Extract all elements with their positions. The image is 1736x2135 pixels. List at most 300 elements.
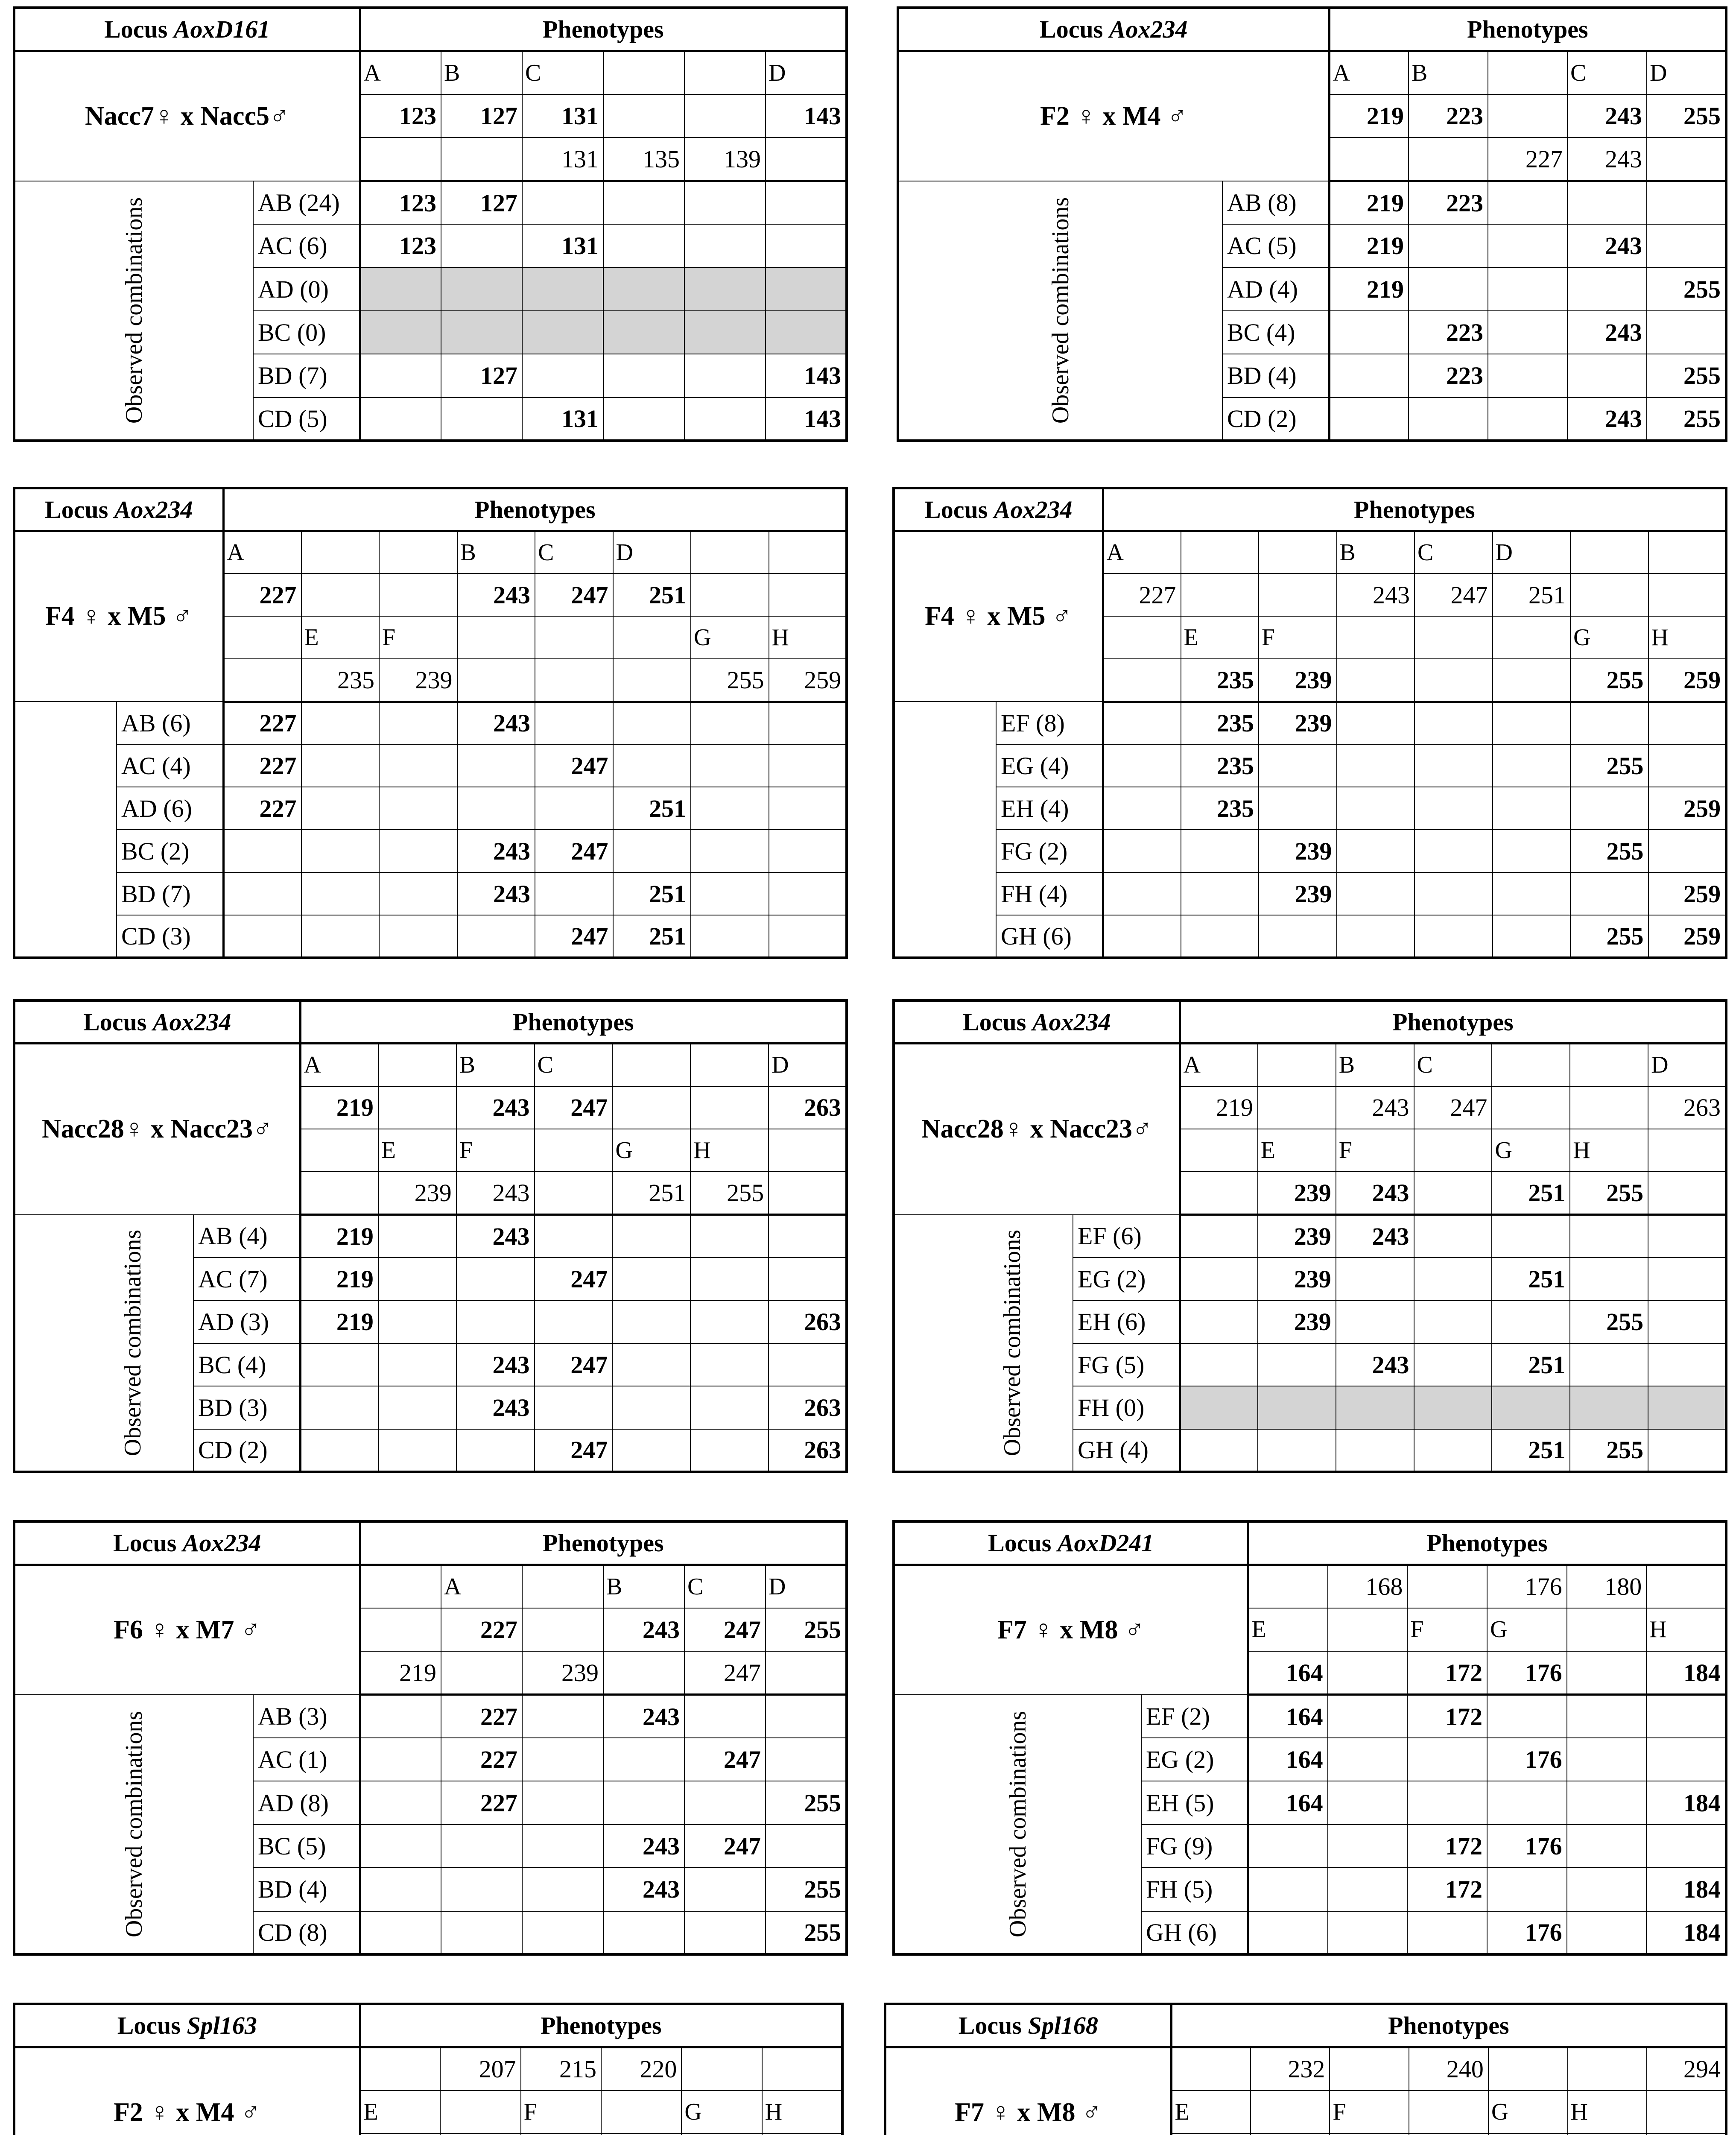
empty-cell xyxy=(535,1301,613,1343)
locus-prefix: Locus xyxy=(117,2012,187,2040)
empty-cell xyxy=(535,872,613,915)
empty-cell xyxy=(1570,1086,1648,1129)
allele-size: 247 xyxy=(535,1086,613,1129)
allele-letter: D xyxy=(1648,1043,1726,1086)
empty-cell xyxy=(441,137,522,181)
empty-cell xyxy=(691,915,769,958)
empty-cell xyxy=(379,787,457,830)
phenotypes-header: Phenotypes xyxy=(1180,1000,1726,1043)
empty-cell xyxy=(1336,1258,1414,1300)
combination-label: FG (5) xyxy=(1073,1343,1180,1386)
empty-cell xyxy=(1648,1343,1726,1386)
empty-cell xyxy=(1180,1258,1258,1300)
empty-cell xyxy=(360,1565,441,1608)
empty-cell xyxy=(1337,702,1415,744)
empty-cell xyxy=(1570,531,1648,573)
empty-cell xyxy=(684,354,766,397)
observed-combinations-text: Observed combinations xyxy=(121,197,147,424)
locus-prefix: Locus xyxy=(958,2012,1028,2040)
empty-cell xyxy=(522,1781,603,1824)
allele-size: 131 xyxy=(522,94,603,137)
genotype-value: 143 xyxy=(766,398,847,441)
genotype-table xyxy=(897,6,1727,442)
empty-cell xyxy=(1493,616,1571,659)
genotype-value: 127 xyxy=(441,181,522,224)
combination-row xyxy=(894,830,1726,872)
genotype-table xyxy=(13,1520,848,1956)
empty-cell xyxy=(1648,1129,1726,1172)
empty-cell xyxy=(769,702,847,744)
combination-label: EG (4) xyxy=(996,744,1103,787)
empty-cell xyxy=(522,1911,603,1954)
combination-label: CD (5) xyxy=(253,398,360,441)
genotype-table xyxy=(13,999,848,1473)
genotype-value: 164 xyxy=(1248,1738,1328,1781)
empty-cell xyxy=(1567,1738,1647,1781)
locus-prefix: Locus xyxy=(45,495,114,524)
combination-row xyxy=(14,1695,847,1738)
empty-cell xyxy=(1646,1825,1726,1868)
genotype-value: 259 xyxy=(1648,787,1727,830)
combination-row xyxy=(14,702,847,744)
empty-cell xyxy=(378,1429,456,1472)
empty-cell xyxy=(1415,872,1493,915)
genotype-value: 227 xyxy=(223,744,301,787)
absent-cell xyxy=(1648,1386,1726,1429)
absent-cell xyxy=(766,267,847,310)
allele-size: 243 xyxy=(1567,94,1647,137)
empty-cell xyxy=(1337,616,1415,659)
genotype-value: 184 xyxy=(1646,1911,1726,1954)
empty-cell xyxy=(1493,702,1571,744)
empty-cell xyxy=(1181,872,1259,915)
allele-letter: C xyxy=(1415,531,1493,573)
empty-cell xyxy=(1648,744,1727,787)
empty-cell xyxy=(1409,398,1488,441)
genotype-value: 263 xyxy=(769,1386,847,1429)
empty-cell xyxy=(1328,1651,1408,1694)
genotype-value: 176 xyxy=(1487,1911,1567,1954)
empty-cell xyxy=(769,1343,847,1386)
genotype-value: 243 xyxy=(1567,224,1647,267)
empty-cell xyxy=(690,1343,769,1386)
allele-size: 259 xyxy=(1648,659,1727,702)
panel-aox234-nacc28-nacc23-efgh xyxy=(892,999,1725,1473)
allele-size: 219 xyxy=(300,1086,378,1129)
empty-cell xyxy=(1487,1695,1567,1738)
empty-cell xyxy=(1407,1738,1487,1781)
empty-cell xyxy=(1103,659,1181,702)
absent-cell xyxy=(603,311,684,354)
locus-name: Aox234 xyxy=(182,1529,261,1557)
allele-letter: F xyxy=(456,1129,535,1172)
empty-cell xyxy=(535,702,613,744)
genotype-value: 255 xyxy=(1570,744,1648,787)
empty-cell xyxy=(1337,659,1415,702)
empty-cell xyxy=(522,1608,603,1651)
empty-cell xyxy=(300,1343,378,1386)
empty-cell xyxy=(1567,1651,1647,1694)
empty-cell xyxy=(1259,531,1337,573)
genotype-value: 243 xyxy=(603,1695,684,1738)
allele-letter: G xyxy=(612,1129,690,1172)
combination-row xyxy=(14,744,847,787)
empty-cell xyxy=(1648,1301,1726,1343)
allele-letter: C xyxy=(684,1565,766,1608)
genotype-value: 247 xyxy=(535,1258,613,1300)
genotype-value: 255 xyxy=(766,1781,847,1824)
empty-cell xyxy=(378,1258,456,1300)
empty-cell xyxy=(1647,137,1726,181)
empty-cell xyxy=(1488,398,1567,441)
genotype-value: 176 xyxy=(1487,1738,1567,1781)
empty-cell xyxy=(1103,787,1181,830)
combination-label: FH (4) xyxy=(996,872,1103,915)
empty-cell xyxy=(601,2091,681,2134)
cross-label: F4 ♀ x M5 ♂ xyxy=(894,531,1103,702)
allele-size: 239 xyxy=(1259,659,1337,702)
empty-cell xyxy=(1180,1343,1258,1386)
panel-aox234-f6-m7 xyxy=(13,1520,845,1956)
empty-cell xyxy=(522,1695,603,1738)
allele-letter: F xyxy=(1407,1608,1487,1651)
allele-letter: F xyxy=(379,616,457,659)
empty-cell xyxy=(1492,1301,1570,1343)
locus-name: Aox234 xyxy=(1032,1008,1111,1036)
empty-cell xyxy=(300,1172,378,1214)
genotype-value: 239 xyxy=(1258,1301,1336,1343)
combination-label: GH (6) xyxy=(1141,1911,1248,1954)
empty-cell xyxy=(1648,1215,1726,1258)
empty-cell xyxy=(1180,1215,1258,1258)
empty-cell xyxy=(535,787,613,830)
combination-row xyxy=(894,744,1726,787)
allele-header-row xyxy=(14,1565,847,1608)
allele-letter: A xyxy=(1180,1043,1258,1086)
empty-cell xyxy=(441,398,522,441)
absent-cell xyxy=(360,267,441,310)
genotype-value: 255 xyxy=(1570,830,1648,872)
genotype-table xyxy=(13,487,848,959)
allele-size: 227 xyxy=(1488,137,1567,181)
title-row xyxy=(894,488,1726,531)
combination-label: AB (3) xyxy=(253,1695,360,1738)
allele-size: 227 xyxy=(1103,573,1181,616)
empty-cell xyxy=(360,1911,441,1954)
empty-cell xyxy=(766,1738,847,1781)
allele-header-row xyxy=(14,2047,842,2090)
empty-cell xyxy=(762,2047,842,2090)
empty-cell xyxy=(223,872,301,915)
empty-cell xyxy=(1337,872,1415,915)
locus-title xyxy=(14,8,360,51)
empty-cell xyxy=(613,830,691,872)
empty-cell xyxy=(1567,1695,1647,1738)
combination-label: CD (2) xyxy=(193,1429,300,1472)
genotype-value: 219 xyxy=(1329,181,1409,224)
empty-cell xyxy=(1648,1172,1726,1214)
genotype-value: 243 xyxy=(457,702,535,744)
observed-combinations-text: Observed combinations xyxy=(999,1229,1026,1456)
allele-letter: H xyxy=(1568,2091,1647,2134)
allele-size: 239 xyxy=(522,1651,603,1694)
allele-size: 251 xyxy=(612,1172,690,1214)
allele-letter: H xyxy=(1570,1129,1648,1172)
empty-cell xyxy=(360,354,441,397)
allele-letter: C xyxy=(1414,1043,1492,1086)
combination-row xyxy=(14,872,847,915)
panel-spl168-f7-m8 xyxy=(884,2003,1725,2135)
cross-label: Nacc28♀ x Nacc23♂ xyxy=(14,1043,300,1214)
empty-cell xyxy=(1647,224,1726,267)
genotype-value: 123 xyxy=(360,181,441,224)
allele-size: 164 xyxy=(1248,1651,1328,1694)
empty-cell xyxy=(1409,267,1488,310)
absent-cell xyxy=(522,267,603,310)
allele-size: 219 xyxy=(1329,94,1409,137)
empty-cell xyxy=(1492,1215,1570,1258)
title-row xyxy=(14,488,847,531)
empty-cell xyxy=(378,1215,456,1258)
empty-cell xyxy=(1488,181,1567,224)
allele-size: 220 xyxy=(601,2047,681,2090)
empty-cell xyxy=(603,181,684,224)
allele-size: 135 xyxy=(603,137,684,181)
genotype-table xyxy=(892,487,1727,959)
allele-size: 139 xyxy=(684,137,766,181)
locus-prefix: Locus xyxy=(924,495,994,524)
empty-cell xyxy=(1415,616,1493,659)
empty-cell xyxy=(1493,744,1571,787)
empty-cell xyxy=(301,830,380,872)
empty-cell xyxy=(1328,1911,1408,1954)
allele-letter: H xyxy=(690,1129,769,1172)
empty-cell xyxy=(379,744,457,787)
combination-row xyxy=(894,1215,1726,1258)
empty-cell xyxy=(1488,94,1567,137)
empty-cell xyxy=(1568,2047,1647,2090)
empty-cell xyxy=(1646,1695,1726,1738)
empty-cell xyxy=(691,744,769,787)
allele-letter: G xyxy=(1570,616,1648,659)
empty-cell xyxy=(1258,1429,1336,1472)
absent-cell xyxy=(1180,1386,1258,1429)
empty-cell xyxy=(1414,1258,1492,1300)
allele-header-row xyxy=(898,51,1726,94)
empty-cell xyxy=(603,1738,684,1781)
empty-cell xyxy=(1493,872,1571,915)
genotype-value: 239 xyxy=(1259,702,1337,744)
empty-cell xyxy=(378,1086,456,1129)
absent-cell xyxy=(766,311,847,354)
empty-cell xyxy=(1414,1301,1492,1343)
empty-cell xyxy=(1567,1608,1647,1651)
allele-size: 243 xyxy=(457,573,535,616)
empty-cell xyxy=(301,744,380,787)
empty-cell xyxy=(223,915,301,958)
genotype-value: 247 xyxy=(535,1429,613,1472)
empty-cell xyxy=(613,702,691,744)
allele-letter: E xyxy=(360,2091,440,2134)
genotype-value: 259 xyxy=(1648,915,1727,958)
allele-size: 255 xyxy=(691,659,769,702)
empty-cell xyxy=(1493,787,1571,830)
empty-cell xyxy=(1259,787,1337,830)
allele-letter: G xyxy=(681,2091,762,2134)
observed-combinations-label xyxy=(894,1695,1141,1954)
genotype-value: 239 xyxy=(1258,1215,1336,1258)
absent-cell xyxy=(1570,1386,1648,1429)
allele-size: 243 xyxy=(456,1172,535,1214)
empty-cell xyxy=(1258,1086,1336,1129)
empty-cell xyxy=(769,787,847,830)
genotype-value: 247 xyxy=(684,1738,766,1781)
empty-cell xyxy=(1103,702,1181,744)
empty-cell xyxy=(1570,1258,1648,1300)
combination-label: BC (2) xyxy=(117,830,223,872)
empty-cell xyxy=(1328,1868,1408,1911)
empty-cell xyxy=(1259,915,1337,958)
empty-cell xyxy=(766,1825,847,1868)
empty-cell xyxy=(1648,1258,1726,1300)
empty-cell xyxy=(603,1651,684,1694)
phenotypes-header: Phenotypes xyxy=(360,8,847,51)
empty-cell xyxy=(684,398,766,441)
combination-label: CD (8) xyxy=(253,1911,360,1954)
empty-cell xyxy=(1409,224,1488,267)
genotype-value: 123 xyxy=(360,224,441,267)
locus-name: Aox234 xyxy=(1109,15,1188,44)
empty-cell xyxy=(360,1608,441,1651)
observed-combinations-text: Observed combinations xyxy=(120,1229,146,1456)
allele-size: 235 xyxy=(301,659,380,702)
genotype-value: 255 xyxy=(1647,398,1726,441)
empty-cell xyxy=(1259,573,1337,616)
empty-cell xyxy=(360,2047,440,2090)
allele-letter: B xyxy=(456,1043,535,1086)
empty-cell xyxy=(360,1868,441,1911)
empty-cell xyxy=(612,1301,690,1343)
empty-cell xyxy=(1648,830,1727,872)
genotype-value: 131 xyxy=(522,224,603,267)
empty-cell xyxy=(766,137,847,181)
allele-size: 255 xyxy=(1570,659,1648,702)
empty-cell xyxy=(1567,267,1647,310)
empty-cell xyxy=(360,1695,441,1738)
combination-row xyxy=(14,787,847,830)
combination-row xyxy=(14,181,847,224)
allele-letter: G xyxy=(1492,1129,1570,1172)
empty-cell xyxy=(766,224,847,267)
genotype-value: 243 xyxy=(1336,1215,1414,1258)
allele-size: 180 xyxy=(1567,1565,1647,1608)
panel-aox234-f2-m4 xyxy=(897,6,1725,442)
combination-label: BC (5) xyxy=(253,1825,360,1868)
absent-cell xyxy=(360,311,441,354)
empty-cell xyxy=(1329,311,1409,354)
phenotypes-header: Phenotypes xyxy=(223,488,847,531)
allele-letter: E xyxy=(1258,1129,1336,1172)
observed-combinations-label xyxy=(14,181,253,441)
allele-size: 243 xyxy=(603,1608,684,1651)
allele-letter: A xyxy=(1103,531,1181,573)
locus-name: Aox234 xyxy=(114,495,193,524)
empty-cell xyxy=(1258,1043,1336,1086)
empty-cell xyxy=(1415,702,1493,744)
genotype-value: 255 xyxy=(766,1868,847,1911)
empty-cell xyxy=(766,1651,847,1694)
allele-size: 255 xyxy=(1570,1172,1648,1214)
allele-letter: B xyxy=(1336,1043,1414,1086)
empty-cell xyxy=(535,659,613,702)
allele-letter: D xyxy=(766,1565,847,1608)
empty-cell xyxy=(457,787,535,830)
genotype-value: 164 xyxy=(1248,1695,1328,1738)
genotype-value: 251 xyxy=(1492,1429,1570,1472)
combination-label: AD (4) xyxy=(1222,267,1329,310)
combination-label: BC (0) xyxy=(253,311,360,354)
empty-cell xyxy=(1487,1868,1567,1911)
allele-letter: E xyxy=(1181,616,1259,659)
empty-cell xyxy=(441,224,522,267)
empty-cell xyxy=(1567,1911,1647,1954)
absent-cell xyxy=(1492,1386,1570,1429)
combination-label: EF (6) xyxy=(1073,1215,1180,1258)
empty-cell xyxy=(1181,830,1259,872)
absent-cell xyxy=(1258,1386,1336,1429)
combination-label: AC (7) xyxy=(193,1258,300,1300)
allele-header-row xyxy=(885,2047,1726,2090)
empty-cell xyxy=(379,915,457,958)
panel-aoxd241-f7-m8 xyxy=(892,1520,1725,1956)
empty-cell xyxy=(684,1695,766,1738)
genotype-value: 255 xyxy=(1570,1429,1648,1472)
empty-cell xyxy=(1647,2091,1726,2134)
empty-cell xyxy=(1647,311,1726,354)
empty-cell xyxy=(1567,1781,1647,1824)
absent-cell xyxy=(684,267,766,310)
combination-label: AB (24) xyxy=(253,181,360,224)
allele-size: 251 xyxy=(1493,573,1571,616)
empty-cell xyxy=(1648,1429,1726,1472)
cross-label: F2 ♀ x M4 ♂ xyxy=(898,51,1329,181)
empty-cell xyxy=(1570,787,1648,830)
allele-size: 263 xyxy=(769,1086,847,1129)
empty-cell xyxy=(360,1825,441,1868)
allele-size: 215 xyxy=(521,2047,601,2090)
genotype-value: 131 xyxy=(522,398,603,441)
empty-cell xyxy=(522,1868,603,1911)
empty-cell xyxy=(378,1301,456,1343)
empty-cell xyxy=(1409,137,1488,181)
combination-row xyxy=(894,872,1726,915)
empty-cell xyxy=(1646,1565,1726,1608)
combination-label: FG (2) xyxy=(996,830,1103,872)
empty-cell xyxy=(378,1386,456,1429)
empty-cell xyxy=(681,2047,762,2090)
absent-cell xyxy=(522,311,603,354)
phenotypes-header: Phenotypes xyxy=(360,2004,842,2047)
combination-label: FG (9) xyxy=(1141,1825,1248,1868)
absent-cell xyxy=(441,267,522,310)
cross-label: F6 ♀ x M7 ♂ xyxy=(14,1565,360,1694)
genotype-value: 251 xyxy=(1492,1258,1570,1300)
genotype-value: 243 xyxy=(457,872,535,915)
allele-letter: A xyxy=(1329,51,1409,94)
observed-combinations-text: Observed combinations xyxy=(1047,197,1074,424)
empty-cell xyxy=(769,1172,847,1214)
empty-cell xyxy=(300,1429,378,1472)
